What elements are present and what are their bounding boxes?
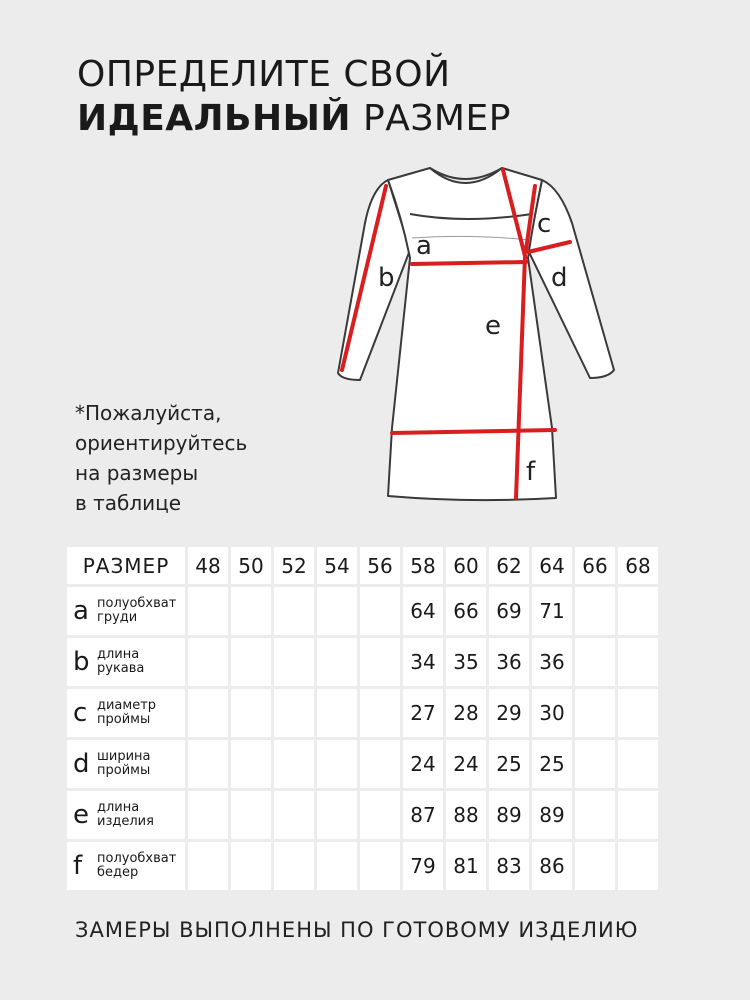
value-cell — [188, 842, 228, 890]
note-line: в таблице — [75, 491, 182, 515]
measurement-label — [67, 791, 185, 839]
table-row — [67, 638, 658, 686]
value-cell — [618, 689, 658, 737]
measurement-letter: d — [73, 749, 90, 779]
size-cell: 60 — [446, 547, 486, 584]
value-cell: 29 — [489, 689, 529, 737]
value-cell — [231, 689, 271, 737]
note-line: *Пожалуйста, — [75, 401, 222, 425]
value-cell — [360, 587, 400, 635]
value-cell — [575, 842, 615, 890]
value-cell — [317, 689, 357, 737]
table-row — [67, 842, 658, 890]
footer-note: ЗАМЕРЫ ВЫПОЛНЕНЫ ПО ГОТОВОМУ ИЗДЕЛИЮ — [75, 918, 639, 942]
size-cell: 48 — [188, 547, 228, 584]
measurement-name: длина изделия — [97, 800, 154, 829]
value-cell — [274, 689, 314, 737]
value-cell — [317, 638, 357, 686]
value-cell — [575, 587, 615, 635]
value-cell — [274, 587, 314, 635]
measurement-letter: a — [73, 596, 89, 626]
size-header-label: РАЗМЕР — [67, 547, 185, 584]
value-cell: 89 — [489, 791, 529, 839]
value-cell: 34 — [403, 638, 443, 686]
page-title-line2 — [77, 98, 511, 139]
value-cell — [274, 842, 314, 890]
value-cell: 81 — [446, 842, 486, 890]
label-a: a — [416, 231, 432, 261]
measurement-letter: b — [73, 647, 90, 677]
measurement-label — [67, 638, 185, 686]
size-cell: 50 — [231, 547, 271, 584]
value-cell — [231, 740, 271, 788]
measurement-label — [67, 689, 185, 737]
measure-a-line — [412, 262, 526, 264]
value-cell: 89 — [532, 791, 572, 839]
size-cell: 62 — [489, 547, 529, 584]
value-cell — [231, 791, 271, 839]
value-cell: 28 — [446, 689, 486, 737]
measurement-label — [67, 587, 185, 635]
size-note — [75, 398, 335, 518]
value-cell — [575, 689, 615, 737]
value-cell: 69 — [489, 587, 529, 635]
label-f: f — [526, 457, 536, 487]
size-cell: 54 — [317, 547, 357, 584]
title-rest-word: РАЗМЕР — [363, 98, 511, 139]
measurement-label — [67, 740, 185, 788]
value-cell: 66 — [446, 587, 486, 635]
measurement-name: полуобхват груди — [97, 596, 177, 625]
measurement-name: длина рукава — [97, 647, 145, 676]
table-row — [67, 689, 658, 737]
measurement-name: полуобхват бедер — [97, 851, 177, 880]
label-e: e — [485, 311, 501, 341]
size-cell: 68 — [618, 547, 658, 584]
value-cell — [274, 740, 314, 788]
label-c: c — [537, 209, 552, 239]
value-cell — [317, 740, 357, 788]
value-cell: 24 — [446, 740, 486, 788]
size-cell: 52 — [274, 547, 314, 584]
measurement-label — [67, 842, 185, 890]
label-d: d — [551, 263, 568, 293]
value-cell — [618, 791, 658, 839]
size-table — [64, 544, 661, 893]
title-bold-word: ИДЕАЛЬНЫЙ — [77, 98, 352, 139]
value-cell — [575, 638, 615, 686]
value-cell — [618, 638, 658, 686]
value-cell: 36 — [489, 638, 529, 686]
size-header-row — [67, 547, 658, 584]
value-cell — [188, 740, 228, 788]
measurement-letter: c — [73, 698, 88, 728]
value-cell: 30 — [532, 689, 572, 737]
value-cell — [360, 638, 400, 686]
value-cell: 87 — [403, 791, 443, 839]
size-cell: 58 — [403, 547, 443, 584]
value-cell — [188, 791, 228, 839]
value-cell — [231, 587, 271, 635]
measurement-name: ширина проймы — [97, 749, 151, 778]
table-row — [67, 791, 658, 839]
value-cell — [360, 842, 400, 890]
note-line: ориентируйтесь — [75, 431, 248, 455]
value-cell: 24 — [403, 740, 443, 788]
value-cell: 86 — [532, 842, 572, 890]
value-cell: 25 — [489, 740, 529, 788]
value-cell — [575, 791, 615, 839]
value-cell — [618, 842, 658, 890]
value-cell — [274, 638, 314, 686]
value-cell — [274, 791, 314, 839]
value-cell: 35 — [446, 638, 486, 686]
table-row — [67, 587, 658, 635]
size-cell: 66 — [575, 547, 615, 584]
value-cell — [188, 587, 228, 635]
size-cell: 64 — [532, 547, 572, 584]
label-b: b — [378, 263, 395, 293]
value-cell — [618, 587, 658, 635]
value-cell: 71 — [532, 587, 572, 635]
value-cell: 27 — [403, 689, 443, 737]
value-cell: 25 — [532, 740, 572, 788]
value-cell: 79 — [403, 842, 443, 890]
dress-diagram — [320, 158, 620, 503]
measurement-name: диаметр проймы — [97, 698, 157, 727]
value-cell — [188, 638, 228, 686]
measurement-letter: e — [73, 800, 89, 830]
value-cell — [360, 791, 400, 839]
value-cell — [231, 638, 271, 686]
value-cell — [618, 740, 658, 788]
page-title-line1: ОПРЕДЕЛИТЕ СВОЙ — [77, 54, 451, 95]
table-row — [67, 740, 658, 788]
note-line: на размеры — [75, 461, 199, 485]
value-cell — [317, 587, 357, 635]
value-cell: 83 — [489, 842, 529, 890]
value-cell — [317, 842, 357, 890]
value-cell — [360, 740, 400, 788]
value-cell — [231, 842, 271, 890]
size-cell: 56 — [360, 547, 400, 584]
value-cell — [575, 740, 615, 788]
measurement-letter: f — [73, 851, 83, 881]
value-cell: 36 — [532, 638, 572, 686]
value-cell — [188, 689, 228, 737]
value-cell — [360, 689, 400, 737]
value-cell — [317, 791, 357, 839]
value-cell: 64 — [403, 587, 443, 635]
value-cell: 88 — [446, 791, 486, 839]
